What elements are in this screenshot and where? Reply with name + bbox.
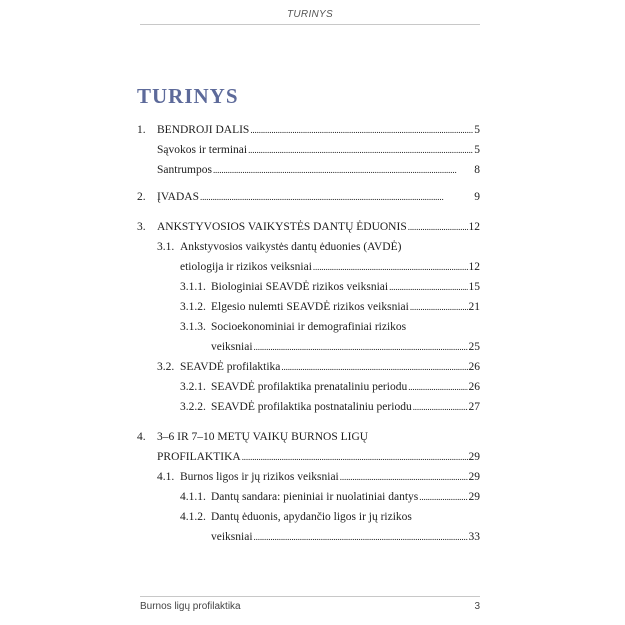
dot-leader: [281, 358, 467, 376]
toc-entry-3-1[interactable]: etiologija ir rizikos veiksniai . . . 12: [180, 258, 480, 276]
dot-leader: [250, 121, 473, 139]
toc-entry-3-1-2-number: 3.1.2.: [180, 301, 206, 313]
dot-leader: [410, 298, 468, 316]
toc-entry-1[interactable]: BENDROJI DALIS . . . 5: [157, 121, 480, 139]
toc-entry-3-1-1-number: 3.1.1.: [180, 281, 206, 293]
running-footer-title: Burnos ligų profilaktika: [140, 601, 241, 612]
dot-leader: [389, 278, 467, 296]
dot-leader: [408, 218, 468, 236]
toc-entry-3-2-2-number: 3.2.2.: [180, 401, 206, 413]
toc-entry-4-1-1-number: 4.1.1.: [180, 491, 206, 503]
toc-entry-3-2[interactable]: SEAVDĖ profilaktika . . . 26: [180, 358, 480, 376]
toc-entry-3-1-3-line1: Socioekonominiai ir demografiniai rizikos: [211, 321, 407, 333]
running-header: TURINYS: [287, 9, 333, 20]
toc-entry-3-1-3-number: 3.1.3.: [180, 321, 206, 333]
toc-entry-4-1-2-line1: Dantų ėduonis, apydančio ligos ir jų rizikos: [211, 511, 412, 523]
toc-entry-4-1[interactable]: Burnos ligos ir jų rizikos veiksniai . . . 29: [180, 468, 480, 486]
toc-entry-2[interactable]: ĮVADAS . . . 9: [157, 188, 480, 206]
toc-entry-3-1-1[interactable]: Biologiniai SEAVDĖ rizikos veiksniai . . . 15: [211, 278, 480, 296]
dot-leader: [408, 378, 467, 396]
toc-entry-4-1-1[interactable]: Dantų sandara: pieniniai ir nuolatiniai dantys . . . 29: [211, 488, 480, 506]
toc-entry-3-number: 3.: [137, 221, 146, 233]
dot-leader: [200, 188, 473, 206]
toc-entry-3-2-number: 3.2.: [157, 361, 175, 373]
toc-entry-3-1-line1: Ankstyvosios vaikystės dantų ėduonies (AVDĖ): [180, 241, 402, 253]
toc-entry-4-1-2-number: 4.1.2.: [180, 511, 206, 523]
dot-leader: [248, 141, 473, 159]
toc-entry-3-2-1[interactable]: SEAVDĖ profilaktika prenataliniu periodu . . . 26: [211, 378, 480, 396]
dot-leader: [254, 338, 468, 356]
toc-entry-4[interactable]: PROFILAKTIKA . . . 29: [157, 448, 480, 466]
toc-entry-3-2-2[interactable]: SEAVDĖ profilaktika postnataliniu periodu . . . 27: [211, 398, 480, 416]
dot-leader: [419, 488, 467, 506]
dot-leader: [242, 448, 468, 466]
toc-entry-3-1-2[interactable]: Elgesio nulemti SEAVDĖ rizikos veiksniai . . . 21: [211, 298, 480, 316]
header-rule: [140, 24, 480, 25]
toc-entry-4-number: 4.: [137, 431, 146, 443]
dot-leader: [413, 398, 468, 416]
dot-leader: [313, 258, 468, 276]
dot-leader: [213, 161, 473, 179]
footer-rule: [140, 596, 480, 597]
toc-entry-santrumpos[interactable]: Santrumpos . . . 8: [157, 161, 480, 179]
toc-entry-3-1-3[interactable]: veiksniai . . . 25: [211, 338, 480, 356]
toc-entry-3-1-number: 3.1.: [157, 241, 175, 253]
toc-entry-4-1-2[interactable]: veiksniai . . . 33: [211, 528, 480, 546]
toc-entry-3[interactable]: ANKSTYVOSIOS VAIKYSTĖS DANTŲ ĖDUONIS . . . 12: [157, 218, 480, 236]
dot-leader: [340, 468, 468, 486]
toc-title: TURINYS: [137, 84, 239, 108]
toc-entry-4-line1: 3–6 IR 7–10 METŲ VAIKŲ BURNOS LIGŲ: [157, 431, 369, 443]
toc-entry-1-number: 1.: [137, 124, 146, 136]
toc-entry-4-1-number: 4.1.: [157, 471, 175, 483]
toc-entry-2-number: 2.: [137, 191, 146, 203]
toc-entry-3-2-1-number: 3.2.1.: [180, 381, 206, 393]
toc-entry-savokos[interactable]: Sąvokos ir terminai . . . 5: [157, 141, 480, 159]
page-number: 3: [474, 601, 480, 612]
dot-leader: [254, 528, 468, 546]
